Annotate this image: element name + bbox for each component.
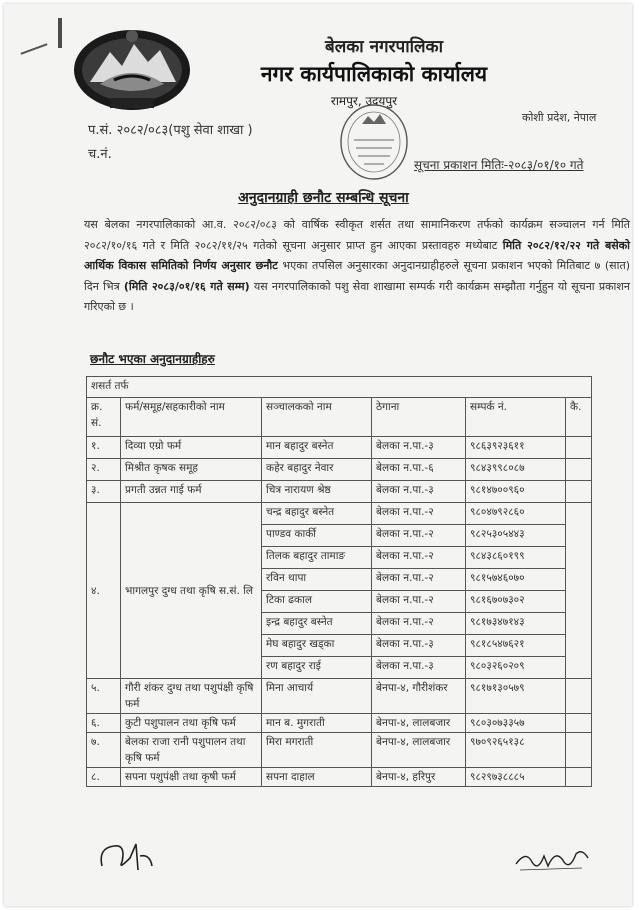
firm-cell: कुटी पशुपालन तथा कृषि फर्म (121, 714, 262, 733)
table-row (87, 459, 592, 481)
address-cell: बेलका न.पा.-३ (372, 437, 466, 459)
table-row (87, 679, 592, 714)
address-cell: बेनपा-४, लालबजार (372, 733, 466, 768)
phone-cell: ९७०९२६५१३८ (466, 733, 566, 768)
serial-cell: ६. (87, 714, 121, 733)
serial-cell: १. (87, 437, 121, 459)
operator-cell: रविन थापा (262, 569, 372, 591)
selected-list-heading: छनौट भएका अनुदानग्राहीहरु (90, 352, 215, 366)
firm-cell: बेलका राजा रानी पशुपालन तथा कृषि फर्म (121, 733, 262, 768)
phone-cell: ९८१४७००९६० (466, 481, 566, 503)
body-text: यस बेलका नगरपालिकाको आ.व. २०८२/०८३ को वार्षिक स्वीकृत शर्सत तथा सामानिकरण तर्फको कार्यक्रम सञ्चालन गर्न मिति २०८२/१०/१६ गते र मिति २०८२/११/२५ गतेको सूचना अनुसार प्राप्त हुन आएका प्रस्तावहरु मध्येबाट (84, 218, 630, 252)
operator-cell: टिका ढकाल (262, 591, 372, 613)
column-header: कै. (566, 398, 592, 437)
operator-cell: मान ब. मुगराती (262, 714, 372, 733)
office-stamp (338, 102, 410, 182)
notice-title: अनुदानग्राही छनौट सम्बन्धि सूचना (238, 190, 409, 206)
serial-cell: २. (87, 459, 121, 481)
serial-cell: ४. (87, 503, 121, 679)
province-label: कोशी प्रदेश, नेपाल (522, 111, 597, 124)
column-header: फर्म/समूह/सहकारीको नाम (121, 398, 262, 437)
address-cell: बेनपा-४, गौरीशंकर (372, 679, 466, 714)
table-row (87, 714, 592, 733)
address-cell: बेलका न.पा.-२ (372, 547, 466, 569)
firm-cell: सपना पशुपंक्षी तथा कृषी फर्म (121, 768, 262, 787)
operator-cell: मान बहादुर बस्नेत (262, 437, 372, 459)
remarks-cell (566, 714, 592, 733)
body-emphasis: मिति २०८२/१२/२२ गते बसेको आर्थिक विकास समितिको निर्णय अनुसार छनौट (84, 238, 630, 272)
dispatch-number: च.नं. (88, 147, 112, 162)
column-header: क्र. सं. (87, 398, 121, 437)
remarks-cell (566, 503, 592, 679)
operator-cell: चित्र नारायण श्रेष्ठ (262, 481, 372, 503)
phone-cell: ९८४३९९८०८७ (466, 459, 566, 481)
address-cell: बेनपा-४, हरिपुर (372, 768, 466, 787)
firm-cell: दिव्या एग्रो फर्म (121, 437, 262, 459)
firm-cell: भागलपुर दुग्ध तथा कृषि स.सं. लि (121, 503, 262, 679)
pen-mark (58, 18, 62, 48)
serial-cell: ८. (87, 768, 121, 787)
table-row (87, 768, 592, 787)
phone-cell: ९८०४७९२८६० (466, 503, 566, 525)
phone-cell: ९८२५३०५४४३ (466, 525, 566, 547)
office-name: नगर कार्यपालिकाको कार्यालय (260, 62, 488, 86)
table-caption: शसर्त तर्फ (87, 377, 592, 398)
operator-cell: मिरा मगराती (262, 733, 372, 768)
phone-cell: ९८२९७३८८८५ (466, 768, 566, 787)
phone-cell: ९८१६७०७३०२ (466, 591, 566, 613)
phone-cell: ९८४३८६०१९९ (466, 547, 566, 569)
table-row (87, 733, 592, 768)
operator-cell: चन्द्र बहादुर बस्नेत (262, 503, 372, 525)
table-row (87, 503, 592, 525)
address-cell: बेलका न.पा.-३ (372, 657, 466, 679)
remarks-cell (566, 437, 592, 459)
nepal-emblem-logo (70, 22, 194, 114)
operator-cell: कहेर बहादुर नेवार (262, 459, 372, 481)
serial-cell: ७. (87, 733, 121, 768)
column-header: ठेगाना (372, 398, 466, 437)
phone-cell: ९८६३९२३६११ (466, 437, 566, 459)
table-row (87, 437, 592, 459)
signature-left (96, 836, 156, 876)
column-header: सञ्चालकको नाम (262, 398, 372, 437)
reference-number: प.सं. २०८२/०८३(पशु सेवा शाखा ) (88, 123, 253, 138)
notice-body (84, 215, 630, 318)
remarks-cell (566, 679, 592, 714)
phone-cell: ९८१७३४७१४३ (466, 613, 566, 635)
table-row (87, 481, 592, 503)
phone-cell: ९८०३२६०२०९ (466, 657, 566, 679)
body-emphasis: (मिति २०८३/०१/१६ गते सम्म) (123, 279, 250, 293)
address-cell: बेलका न.पा.-६ (372, 459, 466, 481)
phone-cell: ९८०३०७३३५७ (466, 714, 566, 733)
signature-right (512, 844, 592, 874)
address-cell: बेलका न.पा.-३ (372, 481, 466, 503)
operator-cell: सपना दाहाल (262, 768, 372, 787)
org-name: बेलका नगरपालिका (324, 37, 444, 57)
office-place: रामपुर, उदयपुर (330, 94, 398, 108)
operator-cell: रण बहादुर राई (262, 657, 372, 679)
serial-cell: ३. (87, 481, 121, 503)
remarks-cell (566, 768, 592, 787)
column-header: सम्पर्क नं. (466, 398, 566, 437)
operator-cell: मिना आचार्य (262, 679, 372, 714)
address-cell: बेलका न.पा.-२ (372, 569, 466, 591)
remarks-cell (566, 459, 592, 481)
remarks-cell (566, 733, 592, 768)
remarks-cell (566, 481, 592, 503)
address-cell: बेलका न.पा.-३ (372, 635, 466, 657)
firm-cell: मिश्रीत कृषक समूह (121, 459, 262, 481)
firm-cell: गौरी शंकर दुग्ध तथा पशुपंक्षी कृषि फर्म (121, 679, 262, 714)
pen-mark (21, 43, 48, 54)
grantee-table (86, 376, 592, 787)
serial-cell: ५. (87, 679, 121, 714)
operator-cell: मेघ बहादुर खड्का (262, 635, 372, 657)
firm-cell: प्रगती उन्नत गाई फर्म (121, 481, 262, 503)
phone-cell: ९८१७१३०५७९ (466, 679, 566, 714)
phone-cell: ९८१८५४७६२१ (466, 635, 566, 657)
phone-cell: ९८१५७४६०७० (466, 569, 566, 591)
address-cell: बेलका न.पा.-२ (372, 613, 466, 635)
document-page (4, 4, 632, 906)
address-cell: बेलका न.पा.-२ (372, 503, 466, 525)
body-text: यस नगरपालिकाको पशु सेवा शाखामा सम्पर्क गरी कार्यक्रम सम्झौता गर्नुहुन यो सूचना प्रकाशन गरिएको छ । (84, 279, 630, 313)
address-cell: बेलका न.पा.-२ (372, 591, 466, 613)
notice-publish-date: सूचना प्रकाशन मितिः-२०८३/०१/१० गते (414, 158, 584, 172)
address-cell: बेनपा-४, लालबजार (372, 714, 466, 733)
operator-cell: इन्द्र बहादुर बस्नेत (262, 613, 372, 635)
operator-cell: पाण्डव कार्की (262, 525, 372, 547)
body-text: भएका तपसिल अनुसारका अनुदानग्राहीहरुले सूचना प्रकाशन भएको मितिबाट ७ (सात) दिन भित्र (84, 259, 631, 293)
address-cell: बेलका न.पा.-२ (372, 525, 466, 547)
operator-cell: तिलक बहादुर तामाङ (262, 547, 372, 569)
